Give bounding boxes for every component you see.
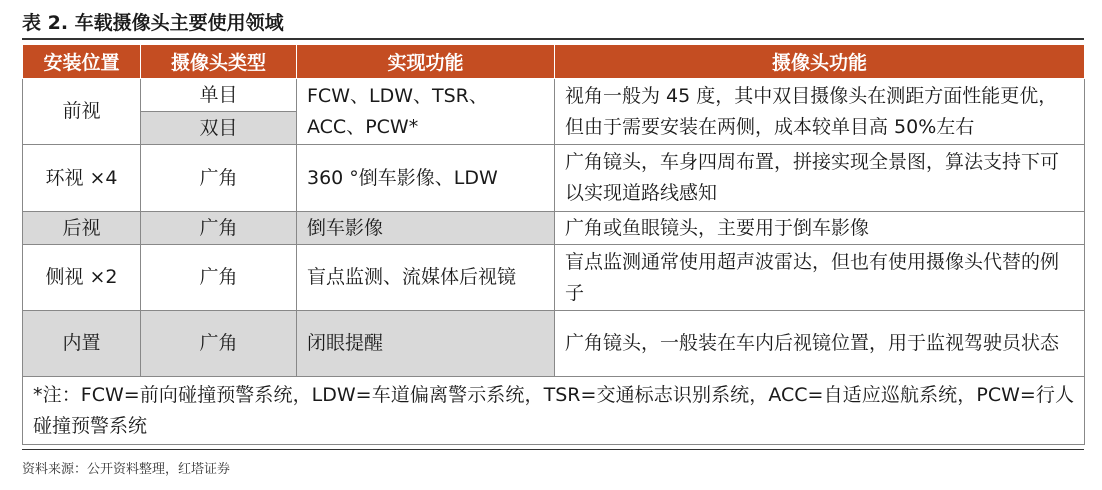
cell-position-interior: 内置	[23, 311, 141, 377]
bottom-rule	[22, 449, 1084, 450]
cell-function-rear: 倒车影像	[297, 212, 555, 245]
cell-type-mono: 单目	[141, 79, 297, 112]
cell-type-side: 广角	[141, 245, 297, 311]
table-title: 表 2. 车载摄像头主要使用领域	[22, 12, 284, 34]
cell-description-rear: 广角或鱼眼镜头，主要用于倒车影像	[555, 212, 1085, 245]
table-row	[23, 311, 1085, 377]
table-row	[23, 145, 1085, 212]
cell-position-side: 侧视 ×2	[23, 245, 141, 311]
header-position: 安装位置	[23, 45, 141, 79]
cell-function-interior: 闭眼提醒	[297, 311, 555, 377]
top-rule	[22, 38, 1084, 40]
header-camera-function: 摄像头功能	[555, 45, 1085, 79]
camera-usage-table	[22, 44, 1085, 445]
cell-type-stereo: 双目	[141, 112, 297, 145]
cell-function-surround: 360 °倒车影像、LDW	[297, 145, 555, 212]
cell-description-front: 视角一般为 45 度，其中双目摄像头在测距方面性能更优，但由于需要安装在两侧，成本较单目高 50%左右	[555, 79, 1085, 145]
cell-type-interior: 广角	[141, 311, 297, 377]
table-row	[23, 245, 1085, 311]
header-camera-type: 摄像头类型	[141, 45, 297, 79]
cell-type-surround: 广角	[141, 145, 297, 212]
cell-function-side: 盲点监测、流媒体后视镜	[297, 245, 555, 311]
cell-description-interior: 广角镜头，一般装在车内后视镜位置，用于监视驾驶员状态	[555, 311, 1085, 377]
cell-function-front: FCW、LDW、TSR、ACC、PCW*	[297, 79, 555, 145]
cell-position-rear: 后视	[23, 212, 141, 245]
source-note: 资料来源：公开资料整理，红塔证券	[22, 462, 231, 477]
header-function: 实现功能	[297, 45, 555, 79]
note-row	[23, 377, 1085, 445]
cell-position-front: 前视	[23, 79, 141, 145]
cell-description-side: 盲点监测通常使用超声波雷达，但也有使用摄像头代替的例子	[555, 245, 1085, 311]
header-row	[23, 45, 1085, 79]
cell-type-rear: 广角	[141, 212, 297, 245]
cell-description-surround: 广角镜头，车身四周布置，拼接实现全景图，算法支持下可以实现道路线感知	[555, 145, 1085, 212]
cell-position-surround: 环视 ×4	[23, 145, 141, 212]
table-row	[23, 79, 1085, 112]
footnote: *注：FCW=前向碰撞预警系统，LDW=车道偏离警示系统，TSR=交通标志识别系统，ACC=自适应巡航系统，PCW=行人碰撞预警系统	[23, 377, 1085, 445]
table-row	[23, 212, 1085, 245]
